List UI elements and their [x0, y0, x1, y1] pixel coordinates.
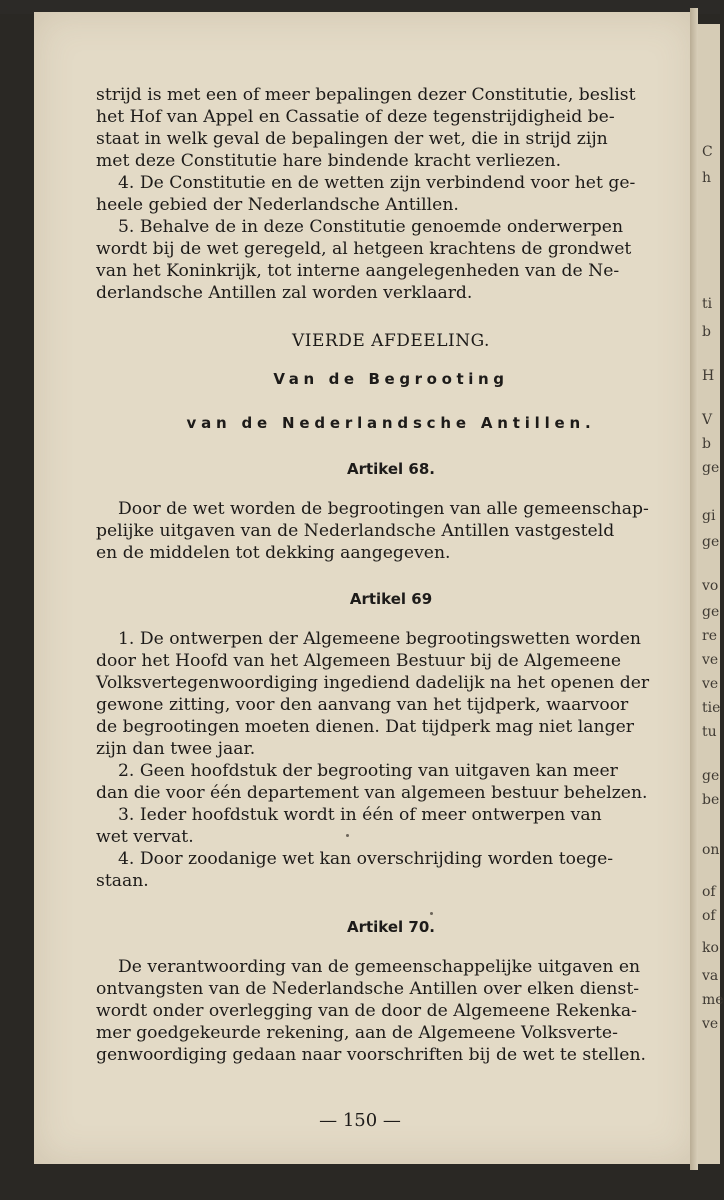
article-69-paragraph-2: [96, 760, 686, 804]
text-line: genwoordiging gedaan naar voorschriften bij de wet te stellen.: [96, 1045, 646, 1065]
text-line: pelijke uitgaven van de Nederlandsche Antillen vastgesteld: [96, 521, 615, 541]
next-page-fragment: me: [702, 992, 724, 1008]
article-70-title: Artikel 70.: [346, 918, 435, 936]
next-page-fragment: V: [702, 412, 713, 428]
article-69-paragraph-4: [96, 848, 686, 892]
next-page-fragment: C: [702, 144, 713, 160]
next-page-fragment: ge: [702, 604, 720, 620]
next-page-fragment: be: [702, 792, 720, 808]
next-page-fragment: ge: [702, 768, 720, 784]
next-page-fragment: va: [702, 968, 719, 984]
text-line: met deze Constitutie hare bindende kracht verliezen.: [96, 151, 562, 171]
article-69-paragraph-3: [96, 804, 686, 848]
text-line: Volksvertegenwoordiging ingediend dadelijk na het openen der: [96, 673, 650, 693]
next-page-edge: [698, 24, 724, 1164]
article-69-paragraph-1: [96, 628, 686, 760]
text-line: heele gebied der Nederlandsche Antillen.: [96, 195, 459, 215]
text-line: wordt onder overlegging van de door de Algemeene Rekenka-: [96, 1001, 637, 1021]
text-line: door het Hoofd van het Algemeen Bestuur bij de Algemeene: [96, 651, 622, 671]
paragraph-5: [96, 216, 686, 304]
next-page-fragment: ge: [702, 460, 720, 476]
book-spine: [690, 8, 698, 1170]
text-line: 3. Ieder hoofdstuk wordt in één of meer ontwerpen van: [118, 805, 602, 825]
text-line: derlandsche Antillen zal worden verklaard.: [96, 283, 473, 303]
text-line: wordt bij de wet geregeld, al hetgeen krachtens de grondwet: [96, 239, 632, 259]
section-subtitle: Van de Begrooting: [273, 370, 509, 388]
text-line: van het Koninkrijk, tot interne aangelegenheden van de Ne-: [96, 261, 620, 281]
paper-speck: [430, 912, 433, 915]
section-subtitle-continued: van de Nederlandsche Antillen.: [186, 414, 596, 432]
text-line: en de middelen tot dekking aangegeven.: [96, 543, 451, 563]
text-line: 2. Geen hoofdstuk der begrooting van uitgaven kan meer: [118, 761, 618, 781]
next-page-fragment: vo: [702, 578, 719, 594]
text-line: 4. Door zoodanige wet kan overschrijding worden toege-: [118, 849, 614, 869]
next-page-fragment: b: [702, 324, 711, 340]
text-line: het Hof van Appel en Cassatie of deze tegenstrijdigheid be-: [96, 107, 615, 127]
next-page-fragment: ve: [702, 676, 719, 692]
text-line: dan die voor één departement van algemeen bestuur behelzen.: [96, 783, 648, 803]
text-line: staan.: [96, 871, 149, 891]
next-page-fragment: of: [702, 884, 716, 900]
paragraph-4: [96, 172, 686, 216]
next-page-fragment: of: [702, 908, 716, 924]
next-page-fragment: tie: [702, 700, 721, 716]
next-page-fragment: ko: [702, 940, 719, 956]
page-number: — 150 —: [319, 1110, 401, 1131]
text-line: de begrootingen moeten dienen. Dat tijdperk mag niet langer: [96, 717, 634, 737]
text-line: zijn dan twee jaar.: [96, 739, 256, 759]
next-page-fragment: b: [702, 436, 711, 452]
article-68-title: Artikel 68.: [346, 460, 435, 478]
text-line: 5. Behalve de in deze Constitutie genoemde onderwerpen: [118, 217, 624, 237]
next-page-fragment: ge: [702, 534, 720, 550]
text-line: 1. De ontwerpen der Algemeene begrootingswetten worden: [118, 629, 641, 649]
next-page-fragment: re: [702, 628, 717, 644]
page-content: [96, 84, 686, 1066]
next-page-fragment: tu: [702, 724, 717, 740]
text-line: ontvangsten van de Nederlandsche Antillen over elken dienst-: [96, 979, 640, 999]
next-page-fragment: ve: [702, 1016, 719, 1032]
next-page-fragment: H: [702, 368, 715, 384]
next-page-fragment: gi: [702, 508, 716, 524]
next-page-fragment: on: [702, 842, 720, 858]
text-line: mer goedgekeurde rekening, aan de Algemeene Volksverte-: [96, 1023, 618, 1043]
paper-speck: [346, 834, 349, 837]
text-line: staat in welk geval de bepalingen der wet, die in strijd zijn: [96, 129, 608, 149]
article-70-body: [96, 956, 686, 1066]
next-page-fragment: ve: [702, 652, 719, 668]
article-68-body: [96, 498, 686, 564]
article-69-title: Artikel 69: [349, 590, 433, 608]
text-line: De verantwoording van de gemeenschappelijke uitgaven en: [118, 957, 641, 977]
intro-paragraph: [96, 84, 686, 172]
text-line: Door de wet worden de begrootingen van alle gemeenschap-: [118, 499, 649, 519]
text-line: gewone zitting, voor den aanvang van het tijdperk, waarvoor: [96, 695, 629, 715]
text-line: wet vervat.: [96, 827, 194, 847]
text-line: 4. De Constitutie en de wetten zijn verbindend voor het ge-: [118, 173, 636, 193]
next-page-fragment: ti: [702, 296, 713, 312]
next-page-fragment: h: [702, 170, 712, 186]
section-title: VIERDE AFDEELING.: [292, 331, 490, 351]
text-line: strijd is met een of meer bepalingen dezer Constitutie, beslist: [96, 85, 636, 105]
